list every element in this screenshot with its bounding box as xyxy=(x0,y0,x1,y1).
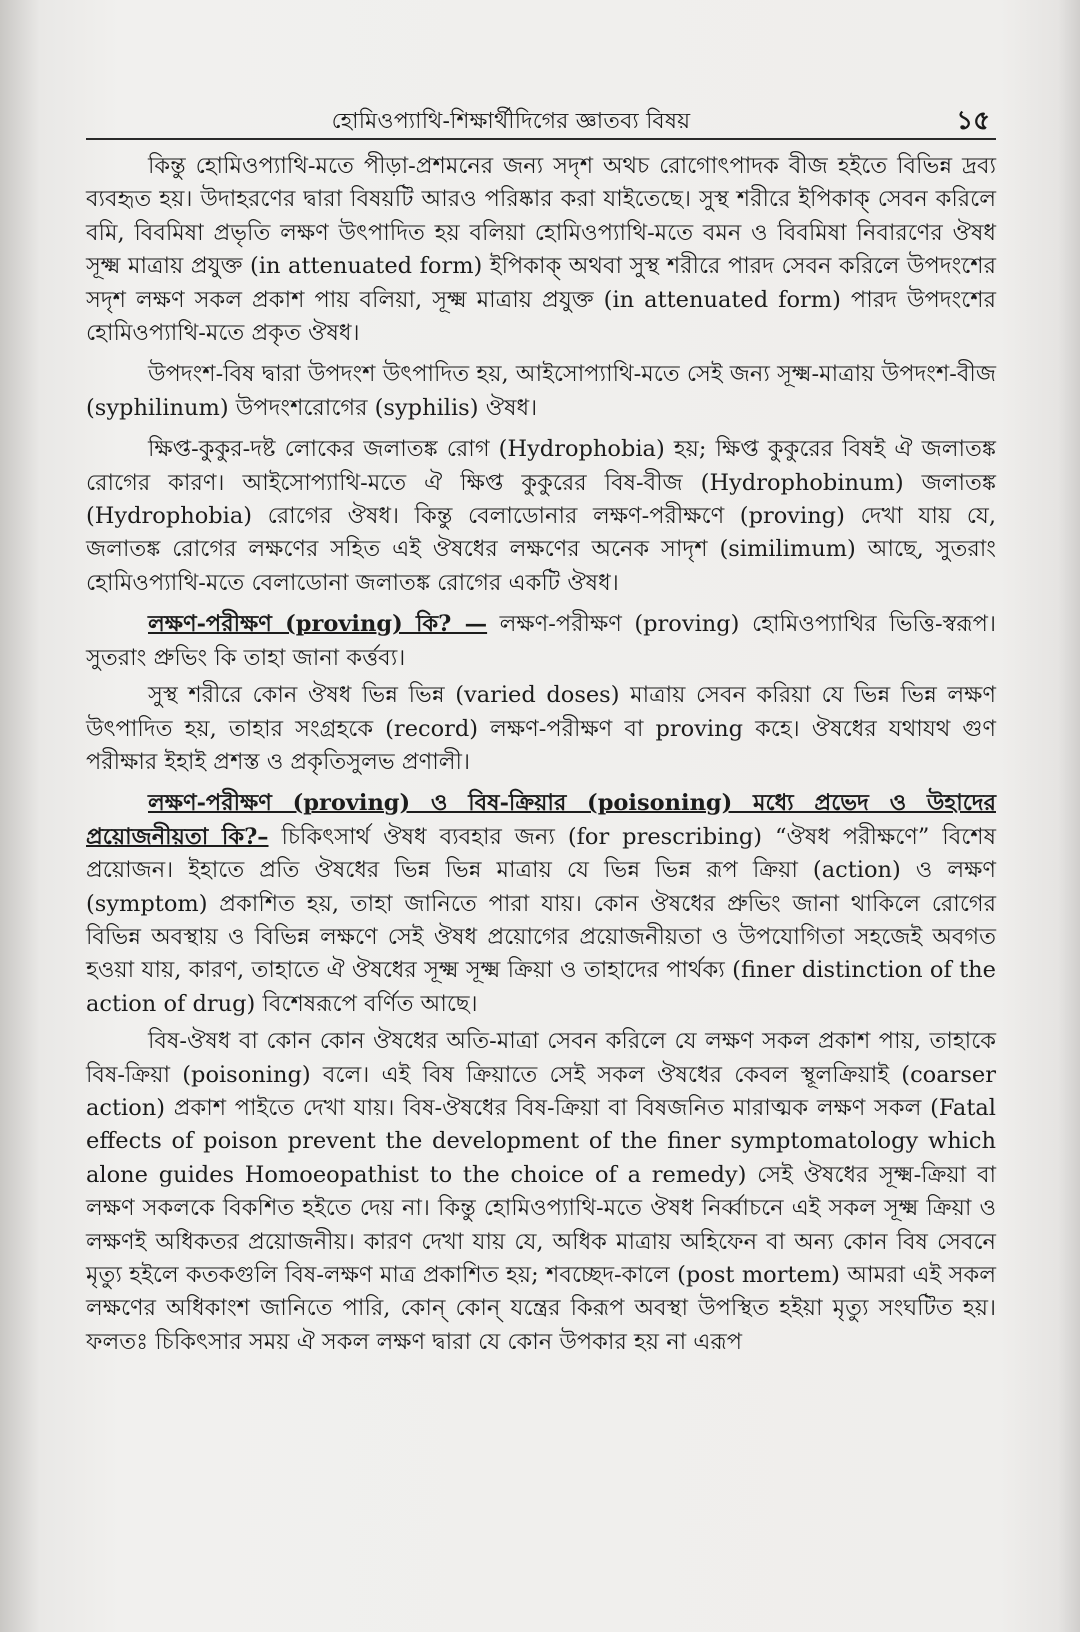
paragraph-3: ক্ষিপ্ত-কুকুর-দষ্ট লোকের জলাতঙ্ক রোগ (Hydrophobia) হয়; ক্ষিপ্ত কুকুরের বিষই ঐ জলাতঙ্ক রোগের কারণ। আইসোপ্যাথি-মতে ঐ ক্ষিপ্ত কুকুরের বিষ-বীজ (Hydrophobinum) জলাতঙ্ক (Hydrophobia) রোগের ঔষধ। কিন্তু বেলাডোনার লক্ষণ-পরীক্ষণে (proving) দেখা যায় যে, জলাতঙ্ক রোগের লক্ষণের সহিত এই ঔষধের লক্ষণের অনেক সাদৃশ (similimum) আছে, সুতরাং হোমিওপ্যাথি-মতে বেলাডোনা জলাতঙ্ক রোগের একটি ঔষধ। xyxy=(86,436,996,596)
paragraph-4 xyxy=(86,608,996,675)
section-heading-proving-vs-poisoning: লক্ষণ-পরীক্ষণ (proving) ও বিষ-ক্রিয়ার (poisoning) মধ্যে প্রভেদ ও উহাদের প্রয়োজনীয়তা কি?– xyxy=(86,790,996,850)
paragraph-1: কিন্তু হোমিওপ্যাথি-মতে পীড়া-প্রশমনের জন্য সদৃশ অথচ রোগোৎপাদক বীজ হইতে বিভিন্ন দ্রব্য ব্যবহৃত হয়। উদাহরণের দ্বারা বিষয়টি আরও পরিষ্কার করা যাইতেছে। সুস্থ শরীরে ইপিকাক্ সেবন করিলে বমি, বিবমিষা প্রভৃতি লক্ষণ উৎপাদিত হয় বলিয়া হোমিওপ্যাথি-মতে বমন ও বিবমিষা নিবারণের ঔষধ সূক্ষ্ম মাত্রায় প্রযুক্ত (in attenuated form) ইপিকাক্ অথবা সুস্থ শরীরে পারদ সেবন করিলে উপদংশের সদৃশ লক্ষণ সকল প্রকাশ পায় বলিয়া, সূক্ষ্ম মাত্রায় প্রযুক্ত (in attenuated form) পারদ উপদংশের হোমিওপ্যাথি-মতে প্রকৃত ঔষধ। xyxy=(86,153,996,347)
paragraph-6 xyxy=(86,787,996,1021)
section-heading-proving: লক্ষণ-পরীক্ষণ (proving) কি? — xyxy=(148,611,488,638)
paragraph-6-text: চিকিৎসার্থ ঔষধ ব্যবহার জন্য (for prescribing) “ঔষধ পরীক্ষণে” বিশেষ প্রয়োজন। ইহাতে প্রতি ঔষধের ভিন্ন ভিন্ন মাত্রায় যে ভিন্ন ভিন্ন রূপ ক্রিয়া (action) ও লক্ষণ (symptom) প্রকাশিত হয়, তাহা জানিতে পারা যায়। কোন ঔষধের প্রুভিং জানা থাকিলে রোগের বিভিন্ন অবস্থায় ও বিভিন্ন লক্ষণে সেই ঔষধ প্রয়োগের প্রয়োজনীয়তা ও উপযোগিতা সহজেই অবগত হওয়া যায়, কারণ, তাহাতে ঐ ঔষধের সূক্ষ্ম সূক্ষ্ম ক্রিয়া ও তাহাদের পার্থক্য (finer distinction of the action of drug) বিশেষরূপে বর্ণিত আছে। xyxy=(86,823,997,1017)
running-title: হোমিওপ্যাথি-শিক্ষার্থীদিগের জ্ঞাতব্য বিষয় xyxy=(331,109,691,134)
paragraph-5: সুস্থ শরীরে কোন ঔষধ ভিন্ন ভিন্ন (varied doses) মাত্রায় সেবন করিয়া যে ভিন্ন ভিন্ন লক্ষণ উৎপাদিত হয়, তাহার সংগ্রহকে (record) লক্ষণ-পরীক্ষণ বা proving কহে। ঔষধের যথাযথ গুণ পরীক্ষার ইহাই প্রশস্ত ও প্রকৃতিসুলভ প্রণালী। xyxy=(86,682,996,775)
running-header xyxy=(86,98,996,140)
paragraph-7: বিষ-ঔষধ বা কোন কোন ঔষধের অতি-মাত্রা সেবন করিলে যে লক্ষণ সকল প্রকাশ পায়, তাহাকে বিষ-ক্রিয়া (poisoning) বলে। এই বিষ ক্রিয়াতে সেই সকল ঔষধের কেবল স্থূলক্রিয়াই (coarser action) প্রকাশ পাইতে দেখা যায়। বিষ-ঔষধের বিষ-ক্রিয়া বা বিষজনিত মারাত্মক লক্ষণ সকল (Fatal effects of poison prevent the development of the finer symptomatology which alone guides Homoeopathist to the choice of a remedy) সেই ঔষধের সূক্ষ্ম-ক্রিয়া বা লক্ষণ সকলকে বিকশিত হইতে দেয় না। কিন্তু হোমিওপ্যাথি-মতে ঔষধ নির্ব্বাচনে এই সকল সূক্ষ্ম ক্রিয়া ও লক্ষণই অধিকতর প্রয়োজনীয়। কারণ দেখা যায় যে, অধিক মাত্রায় অহিফেন বা অন্য কোন বিষ সেবনে মৃত্যু হইলে কতকগুলি বিষ-লক্ষণ মাত্র প্রকাশিত হয়; শবচ্ছেদ-কালে (post mortem) আমরা এই সকল লক্ষণের অধিকাংশ জানিতে পারি, কোন্ কোন্ যন্ত্রের কিরূপ অবস্থা উপস্থিত হইয়া মৃত্যু সংঘটিত হয়। ফলতঃ চিকিৎসার সময় ঐ সকল লক্ষণ দ্বারা যে কোন উপকার হয় না এরূপ xyxy=(86,1028,996,1355)
paragraph-4-text: লক্ষণ-পরীক্ষণ (proving) হোমিওপ্যাথির ভিত্তি-স্বরূপ। সুতরাং প্রুভিং কি তাহা জানা কর্ত্তব্য। xyxy=(86,611,996,671)
page-gutter-shadow xyxy=(1058,0,1080,1632)
page-body xyxy=(86,150,996,1367)
paragraph-2: উপদংশ-বিষ দ্বারা উপদংশ উৎপাদিত হয়, আইসোপ্যাথি-মতে সেই জন্য সূক্ষ্ম-মাত্রায় উপদংশ-বীজ (syphilinum) উপদংশরোগের (syphilis) ঔষধ। xyxy=(86,361,996,421)
page-number: ১৫ xyxy=(956,106,990,136)
